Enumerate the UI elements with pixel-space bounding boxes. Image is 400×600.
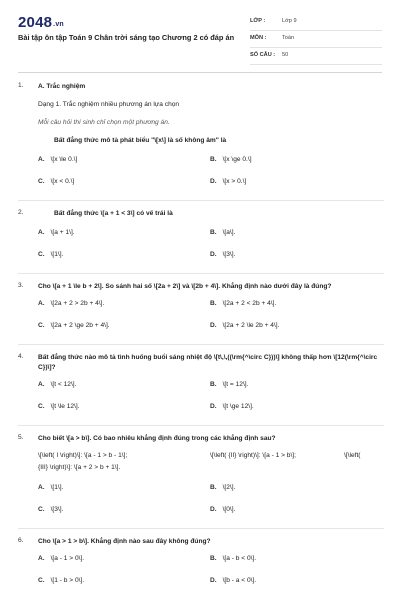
meta-key: SỐ CÂU :	[250, 52, 276, 58]
option-text: \[1 - b > 0\].	[50, 577, 85, 584]
option-c[interactable]	[38, 251, 63, 258]
option-text: \[b - a < 0\].	[222, 577, 257, 584]
option-text: \[x > 0.\]	[222, 178, 247, 185]
question-text: Bất đẳng thức \[a + 1 < 3\] có vế trái là	[54, 210, 173, 217]
question-divider	[18, 528, 384, 529]
logo-text: 2048	[18, 14, 53, 31]
option-c[interactable]	[38, 322, 110, 329]
question-number: 1.	[18, 82, 24, 89]
option-text: \[t \ge 12\].	[222, 403, 254, 410]
question-text: Cho biết \[a > b\]. Có bao nhiêu khẳng định đúng trong các khẳng định sau?	[38, 435, 276, 442]
logo-suffix: .vn	[53, 21, 64, 28]
question-2	[18, 209, 384, 274]
option-text: \[x \ge 0.\]	[222, 156, 252, 163]
option-label: B.	[210, 300, 217, 307]
option-text: \[t = 12\].	[222, 381, 249, 388]
option-label: B.	[210, 484, 217, 491]
option-d[interactable]	[210, 403, 254, 410]
question-text: Bất đẳng thức nào mô tả tình huống buổi sáng nhiệt độ \[t\,\,((\rm{^\circ C}))\] không thấp hơn \[12(\rm{^\circ C})\]?	[38, 354, 378, 371]
option-text: \[a\].	[222, 229, 236, 236]
option-a[interactable]	[38, 484, 63, 491]
question-number: 5.	[18, 434, 24, 441]
meta-value: 50	[282, 52, 289, 58]
option-c[interactable]	[38, 577, 84, 584]
option-text: \[t \le 12\].	[50, 403, 80, 410]
option-label: C.	[38, 506, 45, 513]
statement-3-start: \[\left(	[344, 452, 361, 459]
options	[18, 555, 384, 577]
option-label: A.	[38, 156, 45, 163]
option-label: B.	[210, 229, 217, 236]
meta-box	[250, 14, 382, 65]
option-label: A.	[38, 300, 45, 307]
option-c[interactable]	[38, 178, 74, 185]
option-text: \[1\].	[50, 484, 64, 491]
option-b[interactable]	[210, 381, 248, 388]
meta-key: LỚP :	[250, 18, 266, 24]
question-3	[18, 282, 384, 345]
option-text: \[t < 12\].	[50, 381, 77, 388]
option-text: \[3\].	[50, 506, 64, 513]
question-number: 3.	[18, 282, 24, 289]
option-c[interactable]	[38, 403, 80, 410]
statement-2: \[\left( {II} \right)\]: \[a - 1 > b\];	[210, 452, 296, 459]
options	[18, 178, 384, 200]
option-text: \[a - b < 0\].	[222, 555, 257, 562]
site-logo[interactable]	[18, 14, 64, 31]
options	[18, 403, 384, 425]
option-label: C.	[38, 403, 45, 410]
header	[18, 14, 382, 72]
question-list	[18, 80, 384, 599]
statement-1: \[\left( I \right)\]: \[a - 1 > b - 1\];	[38, 452, 128, 459]
option-a[interactable]	[38, 300, 104, 307]
option-text: \[x \le 0.\]	[50, 156, 78, 163]
options	[18, 484, 384, 506]
option-label: D.	[210, 403, 217, 410]
option-label: A.	[38, 555, 45, 562]
option-text: \[a + 1\].	[50, 229, 75, 236]
subsection-title: Dạng 1. Trắc nghiệm nhiều phương án lựa chọn	[38, 101, 180, 108]
header-divider	[18, 72, 382, 73]
option-label: D.	[210, 178, 217, 185]
option-a[interactable]	[38, 156, 77, 163]
meta-row-class	[250, 14, 382, 31]
option-a[interactable]	[38, 229, 75, 236]
options	[18, 322, 384, 344]
section-title: A. Trắc nghiệm	[38, 83, 86, 90]
meta-value: Lớp 9	[282, 18, 297, 24]
option-label: B.	[210, 156, 217, 163]
statements	[18, 452, 384, 464]
question-6	[18, 537, 384, 599]
meta-key: MÔN :	[250, 35, 267, 41]
options	[18, 156, 384, 178]
options	[18, 381, 384, 403]
option-text: \[1\].	[50, 251, 64, 258]
meta-value: Toán	[282, 35, 295, 41]
meta-row-count	[250, 48, 382, 65]
question-text: Cho \[a + 1 \le b + 2\]. So sánh hai số \[2a + 2\] và \[2b + 4\]. Khẳng định nào dưới đây là đúng?	[38, 283, 332, 290]
option-a[interactable]	[38, 555, 84, 562]
option-label: B.	[210, 555, 217, 562]
option-d[interactable]	[210, 322, 279, 329]
question-divider	[18, 200, 384, 201]
options	[18, 300, 384, 322]
option-b[interactable]	[210, 229, 235, 236]
option-text: \[2a + 2 < 2b + 4\].	[222, 300, 277, 307]
option-label: D.	[210, 577, 217, 584]
option-label: B.	[210, 381, 217, 388]
option-b[interactable]	[210, 156, 252, 163]
option-text: \[2a + 2 > 2b + 4\].	[50, 300, 105, 307]
statements-continued	[18, 464, 384, 480]
meta-row-subject	[250, 31, 382, 48]
question-divider	[18, 425, 384, 426]
option-label: C.	[38, 178, 45, 185]
option-b[interactable]	[210, 555, 256, 562]
option-text: \[2\].	[222, 484, 236, 491]
option-d[interactable]	[210, 577, 256, 584]
question-4	[18, 353, 384, 426]
option-d[interactable]	[210, 251, 235, 258]
option-a[interactable]	[38, 381, 76, 388]
option-c[interactable]	[38, 506, 63, 513]
option-label: A.	[38, 229, 45, 236]
option-text: \[x < 0.\]	[50, 178, 75, 185]
option-text: \[3\].	[222, 251, 236, 258]
option-label: C.	[38, 577, 45, 584]
page-title: Bài tập ôn tập Toán 9 Chân trời sáng tạo Chương 2 có đáp án	[18, 33, 235, 42]
question-number: 2.	[18, 209, 24, 216]
option-label: C.	[38, 322, 45, 329]
option-label: A.	[38, 381, 45, 388]
option-label: D.	[210, 506, 217, 513]
options	[18, 251, 384, 273]
option-label: D.	[210, 322, 217, 329]
question-text: Cho \[a > 1 > b\]. Khẳng định nào sau đây không đúng?	[38, 538, 211, 545]
option-b[interactable]	[210, 300, 276, 307]
option-text: \[2a + 2 \ge 2b + 4\].	[50, 322, 110, 329]
instruction-text: Mỗi câu hỏi thí sinh chỉ chọn một phương án.	[38, 119, 170, 126]
question-1	[18, 82, 384, 201]
option-label: D.	[210, 251, 217, 258]
options	[18, 506, 384, 528]
question-text: Bất đẳng thức mô tả phát biểu "\[x\] là số không âm" là	[54, 137, 227, 144]
option-label: C.	[38, 251, 45, 258]
option-label: A.	[38, 484, 45, 491]
options	[18, 577, 384, 599]
question-divider	[18, 344, 384, 345]
question-number: 4.	[18, 353, 24, 360]
option-b[interactable]	[210, 484, 235, 491]
question-number: 6.	[18, 537, 24, 544]
option-text: \[2a + 2 \le 2b + 4\].	[222, 322, 280, 329]
option-d[interactable]	[210, 506, 235, 513]
option-d[interactable]	[210, 178, 246, 185]
question-divider	[18, 273, 384, 274]
statement-3-end: {III} \right)\]: \[a + 2 > b + 1\].	[38, 464, 121, 471]
option-text: \[a - 1 > 0\].	[50, 555, 85, 562]
option-text: \[0\].	[222, 506, 236, 513]
options	[18, 229, 384, 251]
question-5	[18, 434, 384, 529]
